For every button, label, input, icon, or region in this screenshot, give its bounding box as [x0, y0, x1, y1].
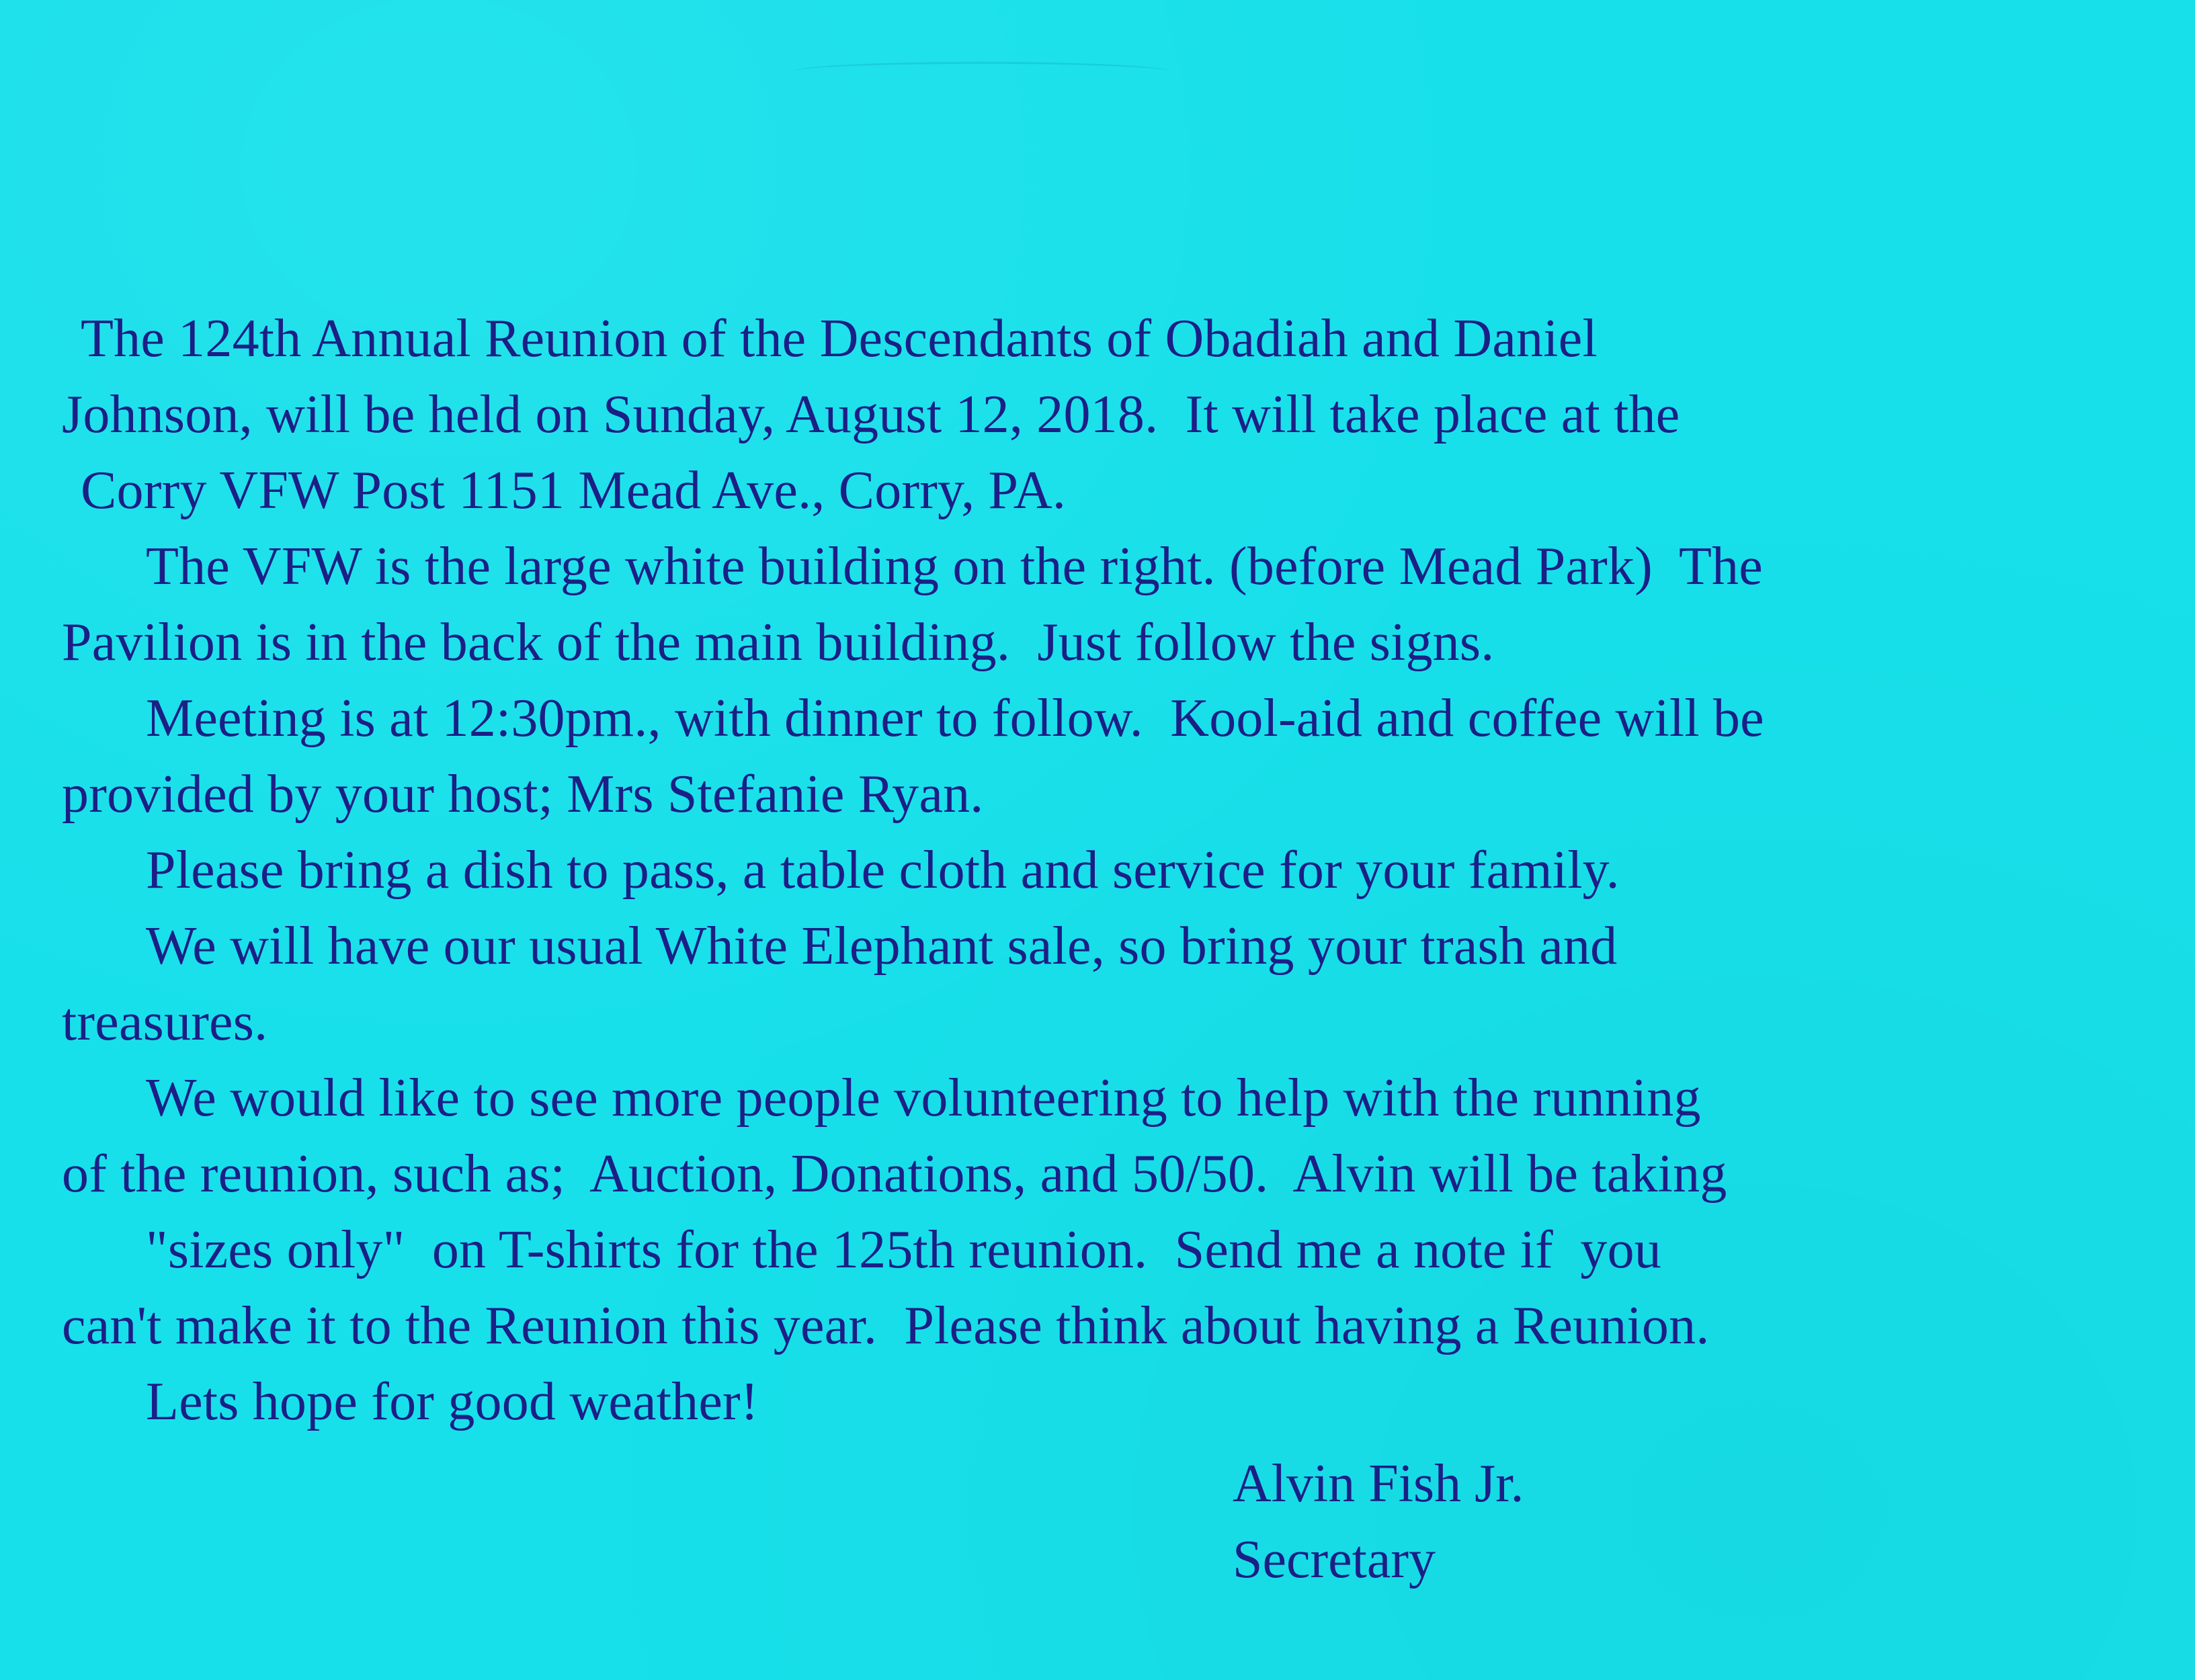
letter-line: The VFW is the large white building on the right. (before Mead Park) The [146, 537, 1763, 596]
letter-line: can't make it to the Reunion this year. Please think about having a Reunion. [62, 1296, 1710, 1355]
signature-title: Secretary [1233, 1530, 1436, 1589]
letter-line: Meeting is at 12:30pm., with dinner to follow. Kool-aid and coffee will be [146, 689, 1764, 748]
letter-line: of the reunion, such as; Auction, Donations, and 50/50. Alvin will be taking [62, 1144, 1727, 1204]
letter-line: We will have our usual White Elephant sale, so bring your trash and [146, 917, 1618, 976]
letter-line: "sizes only" on T-shirts for the 125th reunion. Send me a note if you [146, 1220, 1661, 1279]
signature-block [1233, 1446, 1524, 1598]
letter-line: provided by your host; Mrs Stefanie Ryan. [62, 765, 984, 824]
letter-line: Corry VFW Post 1151 Mead Ave., Corry, PA. [81, 461, 1067, 520]
signature-name: Alvin Fish Jr. [1233, 1454, 1524, 1513]
paper-fold-mark [793, 62, 1169, 81]
letter-line: treasures. [62, 993, 268, 1052]
letter-line: Please bring a dish to pass, a table cloth and service for your family. [146, 841, 1620, 900]
letter-line: Lets hope for good weather! [146, 1372, 759, 1431]
letter-line: We would like to see more people volunteering to help with the running [146, 1068, 1701, 1128]
letter-line: The 124th Annual Reunion of the Descendants of Obadiah and Daniel [81, 309, 1598, 368]
letter-body [62, 301, 2145, 1440]
letter-line: Pavilion is in the back of the main building. Just follow the signs. [62, 613, 1495, 672]
letter-line: Johnson, will be held on Sunday, August 12, 2018. It will take place at the [62, 385, 1680, 444]
